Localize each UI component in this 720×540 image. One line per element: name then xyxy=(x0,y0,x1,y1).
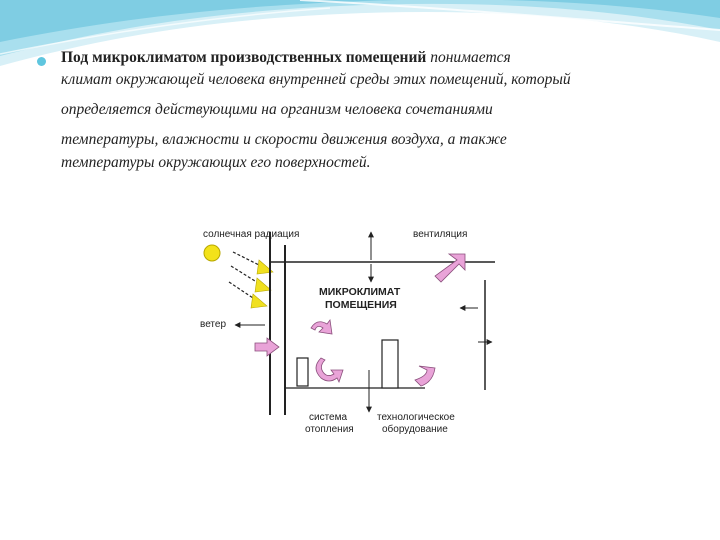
line4-text: температуры, влажности и скорости движения воздуха, а также xyxy=(61,131,507,148)
heating-system-label-2: отопления xyxy=(305,424,354,435)
solar-radiation-arrows xyxy=(229,252,273,308)
heating-system-label-1: система xyxy=(309,412,348,423)
line5-text: температуры окружающих его поверхностей. xyxy=(61,154,371,171)
sun-icon xyxy=(204,245,220,261)
air-flow-arrows xyxy=(255,254,465,386)
wind-label: ветер xyxy=(200,319,227,330)
bold-lead-term: Под микроклиматом производственных помещений xyxy=(61,49,427,66)
equipment-label-1: технологическое xyxy=(377,412,455,423)
diagram-title-line-1: МИКРОКЛИМАТ xyxy=(319,286,401,298)
paragraph-line-2 xyxy=(61,71,571,89)
microclimate-diagram xyxy=(195,220,505,445)
paragraph-line-3 xyxy=(61,101,493,119)
bullet-point xyxy=(37,57,46,66)
paragraph-line-1 xyxy=(61,49,511,67)
line1-rest: понимается xyxy=(430,49,511,66)
decorative-top-wave xyxy=(0,0,720,80)
line3-text: определяется действующими на организм человека сочетаниями xyxy=(61,101,493,118)
diagram-title-line-2: ПОМЕЩЕНИЯ xyxy=(325,299,397,311)
line2-text: климат окружающей человека внутренней среды этих помещений, который xyxy=(61,71,571,88)
equipment-label-2: оборудование xyxy=(382,424,448,435)
ventilation-label: вентиляция xyxy=(413,229,468,240)
paragraph-line-5 xyxy=(61,154,370,172)
radiator-icon xyxy=(297,358,308,386)
paragraph-line-4 xyxy=(61,131,507,149)
flow-direction-arrows xyxy=(235,232,492,412)
equipment-icon xyxy=(382,340,398,388)
solar-radiation-label: солнечная радиация xyxy=(203,229,300,240)
